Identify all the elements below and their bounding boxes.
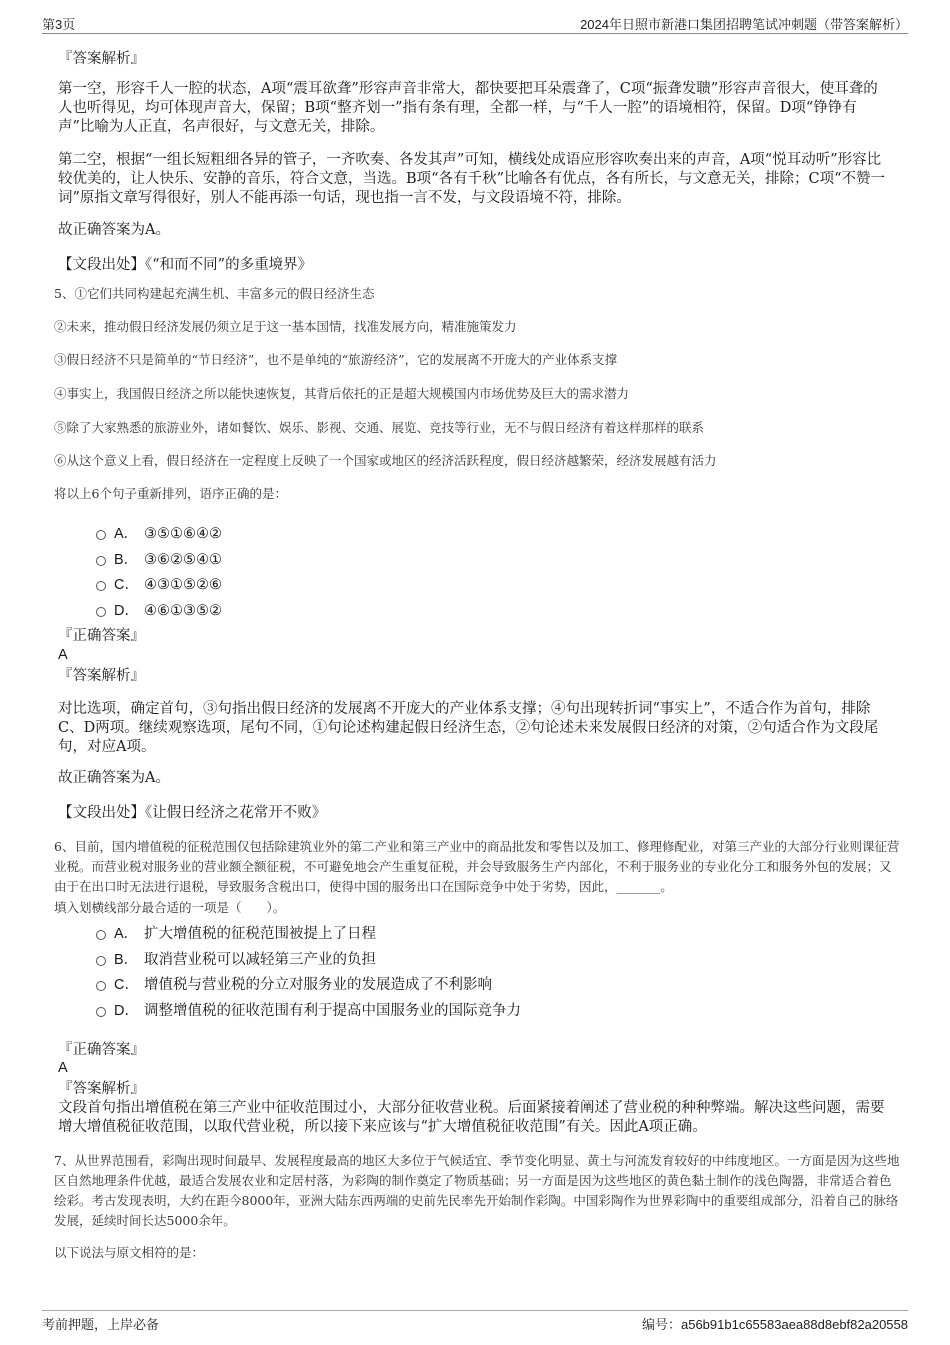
q5-sentence-2: ②未来，推动假日经济发展仍须立足于这一基本国情，找准发展方向，精准施策发力 bbox=[54, 319, 517, 334]
radio-icon[interactable] bbox=[96, 530, 106, 540]
q5-sentence-4: ④事实上，我国假日经济之所以能快速恢复，其背后依托的正是超大规模国内市场优势及巨大的需求潜力 bbox=[54, 386, 630, 401]
radio-icon[interactable] bbox=[96, 607, 106, 617]
page-number: 第3页 bbox=[42, 17, 76, 32]
prev-conclusion: 故正确答案为A。 bbox=[58, 222, 170, 238]
q7-stem: 7、从世界范围看，彩陶出现时间最早、发展程度最高的地区大多位于气候适宜、季节变化明显、黄土与河流发育较好的中纬度地区。一方面是因为这些地区自然地理条件优越，最适合发展农业和定居村落，为彩陶的制作奠定了物质基础；另一方面是因为这些地区的黄色黏土制作的浅色陶器，非常适合着色绘彩。考古发现表明，大约在距今8000年，亚洲大陆东西两端的史前先民率先开始制作彩陶。中国彩陶作为世界彩陶中的重要组成部分，沿着自己的脉络发展，延续时间长达5000余年。 bbox=[54, 1153, 900, 1228]
footer-slogan: 考前押题，上岸必备 bbox=[42, 1317, 160, 1332]
q6-analysis-label: 『答案解析』 bbox=[58, 1081, 145, 1097]
q6-option-c[interactable]: C． 增值税与营业税的分立对服务业的发展造成了不利影响 bbox=[96, 973, 492, 994]
prev-analysis-label: 『答案解析』 bbox=[58, 51, 145, 67]
radio-icon[interactable] bbox=[96, 930, 106, 940]
q5-analysis-label: 『答案解析』 bbox=[58, 668, 145, 684]
footer-rule bbox=[42, 1310, 908, 1311]
q6-option-d[interactable]: D． 调整增值税的征收范围有利于提高中国服务业的国际竞争力 bbox=[96, 999, 521, 1020]
q5-option-b[interactable]: B． ③⑥②⑤④① bbox=[96, 548, 222, 569]
radio-icon[interactable] bbox=[96, 956, 106, 966]
q6-prompt: 填入划横线部分最合适的一项是（ ）。 bbox=[54, 900, 286, 915]
q6-analysis: 文段首句指出增值税在第三产业中征收范围过小，大部分征收营业税。后面紧接着阐述了营业税的种种弊端。解决这些问题，需要增大增值税征收范围，以取代营业税，所以接下来应该与“扩大增值税征收范围”有关。因此A项正确。 bbox=[58, 1100, 885, 1135]
radio-icon[interactable] bbox=[96, 581, 106, 591]
q5-conclusion: 故正确答案为A。 bbox=[58, 770, 170, 786]
q6-stem: 6、目前，国内增值税的征税范围仅包括除建筑业外的第二产业和第三产业中的商品批发和零售以及加工、修理修配业，对第三产业的大部分行业则课征营业税。而营业税对服务业的营业额全额征税，不可避免地会产生重复征税，并会导致服务生产内部化，不利于服务业的专业化分工和服务外包的发展；又由于在出口时无法进行退税，导致服务含税出口，使得中国的服务出口在国际竞争中处于劣势，因此，_______。 bbox=[54, 839, 900, 894]
q5-option-a[interactable]: A． ③⑤①⑥④② bbox=[96, 522, 222, 543]
q5-analysis: 对比选项，确定首句，③句指出假日经济的发展离不开庞大的产业体系支撑；④句出现转折词“事实上”，不适合作为首句，排除C、D两项。继续观察选项，尾句不同，①句论述构建起假日经济生态，②句论述未来发展假日经济的对策，②句适合作为文段尾句，对应A项。 bbox=[58, 701, 879, 755]
q5-answer: A bbox=[58, 647, 68, 663]
radio-icon[interactable] bbox=[96, 556, 106, 566]
q5-prompt: 将以上6个句子重新排列，语序正确的是： bbox=[54, 486, 287, 501]
q6-answer-label: 『正确答案』 bbox=[58, 1042, 145, 1058]
document-title: 2024年日照市新港口集团招聘笔试冲刺题（带答案解析） bbox=[580, 17, 908, 32]
prev-analysis-para1: 第一空，形容千人一腔的状态，A项“震耳欲聋”形容声音非常大，都快要把耳朵震聋了，C项“振聋发聩”形容声音很大，使耳聋的人也听得见，均可体现声音大，保留；B项“整齐划一”指有条有理，全都一样，与“千人一腔”的语境相符，保留。D项“铮铮有声”比喻为人正直，名声很好，与文意无关，排除。 bbox=[58, 81, 878, 135]
header-rule bbox=[42, 33, 908, 34]
q5-source: 【文段出处】《让假日经济之花常开不败》 bbox=[58, 805, 327, 821]
q5-sentence-5: ⑤除了大家熟悉的旅游业外，诸如餐饮、娱乐、影视、交通、展览、竞技等行业，无不与假日经济有着这样那样的联系 bbox=[54, 420, 705, 435]
q5-sentence-3: ③假日经济不只是简单的“节日经济”，也不是单纯的“旅游经济”，它的发展离不开庞大的产业体系支撑 bbox=[54, 352, 618, 367]
prev-analysis-para2: 第二空，根据“一组长短粗细各异的管子，一齐吹奏、各发其声”可知，横线处成语应形容吹奏出来的声音，A项“悦耳动听”形容比较优美的，让人快乐、安静的音乐，符合文意，当选。B项“各有千秋”比喻各有优点，各有所长，与文意无关，排除；C项“不赞一词”原指文章写得很好，别人不能再添一句话，现也指一言不发，与文段语境不符，排除。 bbox=[58, 152, 885, 206]
q5-option-d[interactable]: D． ④⑥①③⑤② bbox=[96, 599, 222, 620]
q5-sentence-1: 5、①它们共同构建起充满生机、丰富多元的假日经济生态 bbox=[54, 286, 375, 301]
prev-source: 【文段出处】《“和而不同”的多重境界》 bbox=[58, 257, 313, 273]
footer-doc-id: 编号：a56b91b1c65583aea88d8ebf82a20558 bbox=[641, 1317, 908, 1332]
q5-sentence-6: ⑥从这个意义上看，假日经济在一定程度上反映了一个国家或地区的经济活跃程度，假日经济越繁荣，经济发展越有活力 bbox=[54, 453, 717, 468]
q7-prompt: 以下说法与原文相符的是： bbox=[54, 1245, 205, 1260]
radio-icon[interactable] bbox=[96, 981, 106, 991]
q5-option-c[interactable]: C． ④③①⑤②⑥ bbox=[96, 573, 222, 594]
q6-option-a[interactable]: A． 扩大增值税的征税范围被提上了日程 bbox=[96, 922, 376, 943]
radio-icon[interactable] bbox=[96, 1007, 106, 1017]
q6-option-b[interactable]: B． 取消营业税可以减轻第三产业的负担 bbox=[96, 948, 376, 969]
q5-answer-label: 『正确答案』 bbox=[58, 628, 145, 644]
q6-answer: A bbox=[58, 1060, 68, 1076]
